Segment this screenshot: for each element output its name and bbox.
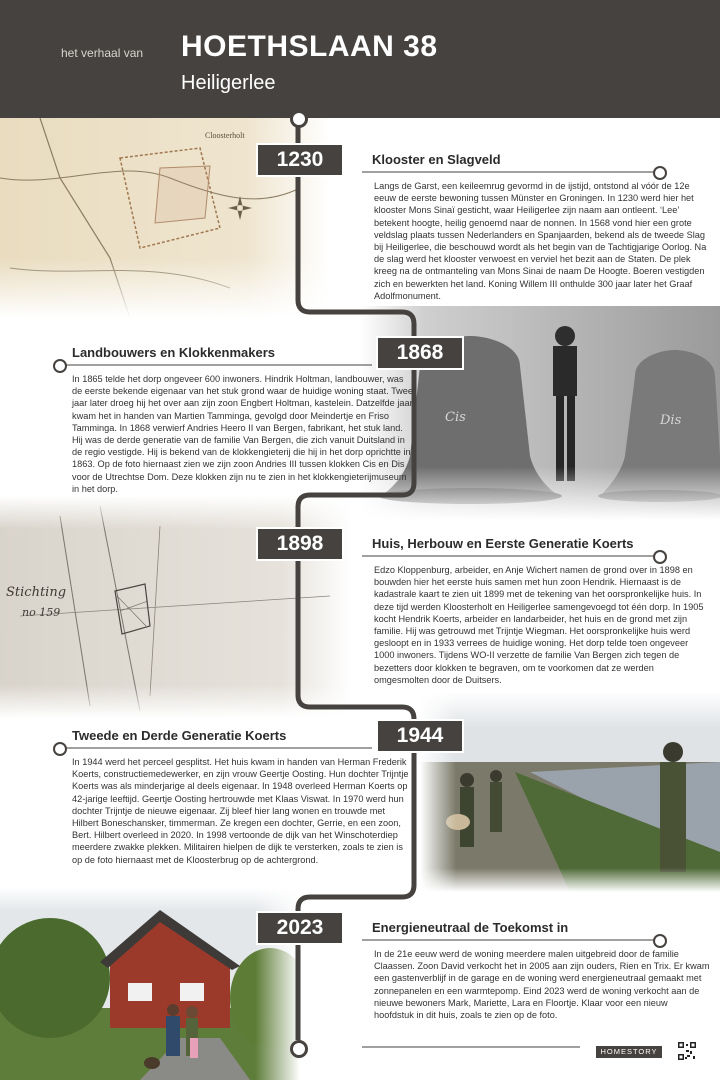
section-text-2023: In de 21e eeuw werd de woning meerdere malen uitgebreid door de familie Claassen. Zoon David verkocht het in 2005 aan zijn ouders, Rien en Trix. Er kwam een gastenverblijf in de garage en de woning werd energieneutraal gemaakt met zonnepanelen en een warmtepomp. Eind 2023 werd de woning verkocht aan de nieuwe bewoners Mark, Mariette, Lara en Floortje. Klaar voor een nieuw hoofdstuk in dit huis, zoals te zien op de foto.	[374, 949, 710, 1021]
year-badge-1868: 1868	[376, 336, 464, 370]
page-subtitle: Heiligerlee	[181, 72, 276, 94]
section-title-1944: Tweede en Derde Generatie Koerts	[72, 728, 287, 743]
year-badge-1898: 1898	[256, 527, 344, 561]
qr-code-icon[interactable]	[678, 1042, 696, 1060]
timeline-start-node	[290, 110, 308, 128]
year-badge-2023: 2023	[256, 911, 344, 945]
section-title-2023: Energieneutraal de Toekomst in	[372, 920, 569, 935]
section-text-1944: In 1944 werd het perceel gesplitst. Het huis kwam in handen van Herman Frederik Koerts, constructiemedewerker, en zijn vrouw Geertje Oosting. Hun dochter Trijntje Koerts was als minderjarige al deels eigenaar. In 1948 overleed Herman Koerts op 42-jarige leeftijd. Geertje Oosting hertrouwde met Klaas Viswat. In 1970 werd hun dochter Trijntje de nieuwe eigenaar. Zij bleef hier lang wonen en trouwde met Hilbert Boneschansker, timmerman. Ze kregen een dochter, Gerrie, en een zoon, Bert. Hilbert overleed in 2020. In 1998 vertoonde de dijk van het Winschoterdiep meerdere zwakke plekken. Militairen hielpen de dijk te versterken, zoals te zien is op de foto hiernaast met de Kloosterbrug op de achtergrond.	[72, 757, 409, 865]
section-title-1868: Landbouwers en Klokkenmakers	[72, 345, 276, 360]
page-title: HOETHSLAAN 38	[181, 30, 438, 63]
section-node-1944	[53, 742, 67, 756]
section-title-1898: Huis, Herbouw en Eerste Generatie Koerts	[372, 536, 634, 551]
section-node-1230	[653, 166, 667, 180]
section-text-1898: Edzo Kloppenburg, arbeider, en Anje Wichert namen de grond over in 1898 en bouwden hier het eerste huis samen met hun zoon Hendrik. Hiernaast is de kadastrale kaart te zien uit 1899 met de tekening van het oorspronkelijke huis. In deze tijd werden Kloosterholt en Heiligerlee samengevoegd tot één dorp. In 1905 kocht Hendrik Koerts, arbeider en landarbeider, het huis en de grond met zijn familie. Hij was getrouwd met Trijntje Wiegman. Het oorspronkelijke huis werd gesloopt en in 1933 verrees de huidige woning. Het dorp telde toen ongeveer 1000 inwoners. Tijdens WO-II verzette de familie Van Bergen zich tegen de bezetters door klokken te begraven, om te voorkomen dat ze werden omgesmolten door de Duitsers.	[374, 565, 704, 685]
header-kicker: het verhaal van	[61, 46, 144, 60]
year-badge-1230: 1230	[256, 143, 344, 177]
section-text-1230: Langs de Garst, een keileemrug gevormd in de ijstijd, ontstond al vóór de 12e eeuw de eerste bewoning tussen Münster en Groningen. In 1230 werd hier het klooster Mons Sinaï gesticht, waar Heiligerlee zijn naam aan ontleent. ‘Lee’ betekent hoogte, heilig genoemd naar de nonnen. In 1568 vond hier een grote veldslag plaats tussen Nederlanders en Spanjaarden, bekend als de tweede Slag bij Heiligerlee, die beschouwd wordt als het begin van de Tachtigjarige Oorlog. Na de slag werd het klooster verwoest en verviel het bezit aan de Staten. De plek kreeg na de ontmanteling van Mons Sinai de naam De Hoogte. Boeren vestigden zich en bewerkten het land. Koning Willem III onthulde 300 jaar later het Graaf Adolfmonument.	[374, 181, 707, 301]
homestory-logo: HOMESTORY	[596, 1046, 662, 1058]
section-node-2023	[653, 934, 667, 948]
section-node-1898	[653, 550, 667, 564]
section-title-1230: Klooster en Slagveld	[372, 152, 501, 167]
timeline-end-node	[290, 1040, 308, 1058]
section-text-1868: In 1865 telde het dorp ongeveer 600 inwoners. Hindrik Holtman, landbouwer, was de eerste bekende eigenaar van het stuk grond waar de huidige woning staat. Twee jaar later droeg hij het over aan zijn zoon Engbert Holtman, kastelein. Datzelfde jaar kwam het in handen van Martien Tamminga, gevolgd door Meindertje en Friso Tamminga. In 1868 verwierf Andries Heero II van Bergen, fabrikant, het stuk land. Hij was de derde generatie van de familie Van Bergen, die zich vanuit Duitsland in de regio vestigde. Hij is bekend van de klokkengieterij die hij in het dorp oprichtte in 1863. Op de foto hiernaast zien we zijn zoon Andries III tussen klokken Cis en Dis voor de Utrechtse Dom. Deze klokken zijn nu te zien in het klokkengieterijmuseum in het dorp.	[72, 374, 414, 494]
section-node-1868	[53, 359, 67, 373]
year-badge-1944: 1944	[376, 719, 464, 753]
